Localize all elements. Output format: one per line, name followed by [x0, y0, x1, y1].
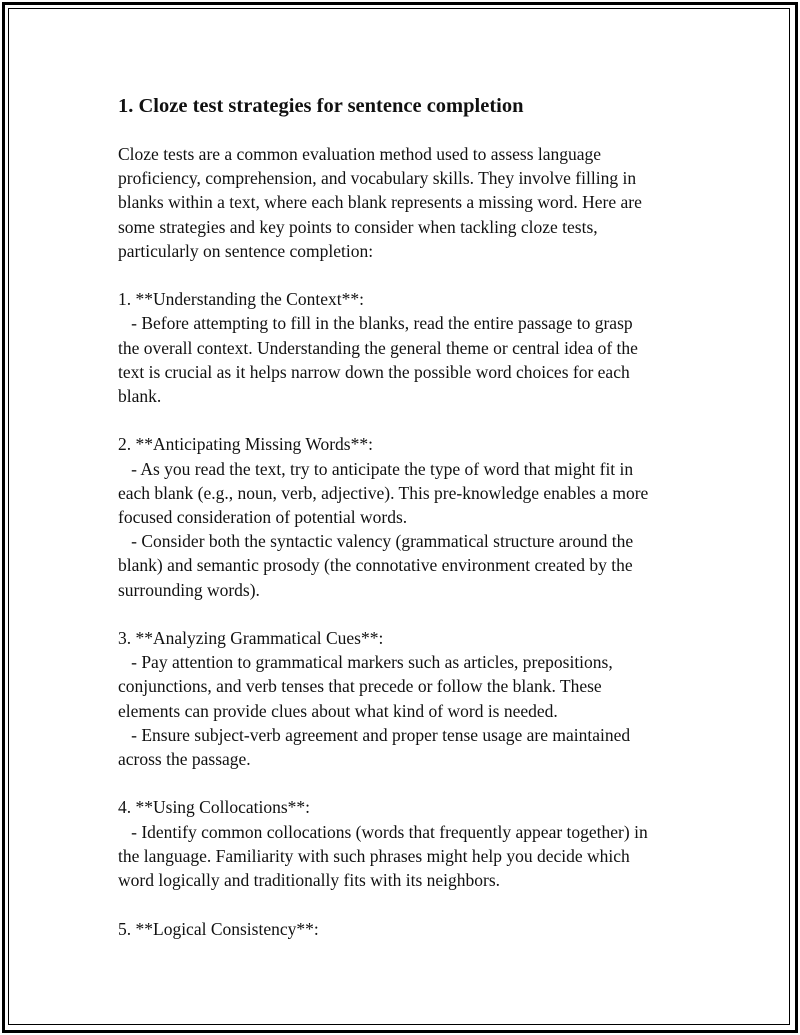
document-body: Cloze tests are a common evaluation method used to assess language proficiency, comprehension, and vocabulary skills. They involve filling in blanks within a text, where each blank represents a missing word. Here are some strategies and key points to consider when tackling cloze tests, particularly on sentence completion: 1. **Understanding the Context**: - Before attempting to fill in the blanks, read the entire passage to grasp the overall context. Understanding the general theme or central idea of the text is crucial as it helps narrow down the possible word choices for each blank. 2. **Anticipating Missing Words**: - As you read the text, try to anticipate the type of word that might fit in each blank (e.g., noun, verb, adjective). This pre-knowledge enables a more focused consideration of potential words. - Consider both the syntactic valency (grammatical structure around the blank) and semantic prosody (the connotative environment created by the surrounding words). 3. **Analyzing Grammatical Cues**: - Pay attention to grammatical markers such as articles, prepositions, conjunctions, and verb tenses that precede or follow the blank. These elements can provide clues about what kind of word is needed. - Ensure subject-verb agreement and proper tense usage are maintained across the passage. 4. **Using Collocations**: - Identify common collocations (words that frequently appear together) in the language. Familiarity with such phrases might help you decide which word logically and traditionally fits with its neighbors. 5. **Logical Consistency**:	[118, 144, 649, 939]
document-title: 1. Cloze test strategies for sentence completion	[118, 95, 524, 117]
document-content	[118, 92, 683, 941]
